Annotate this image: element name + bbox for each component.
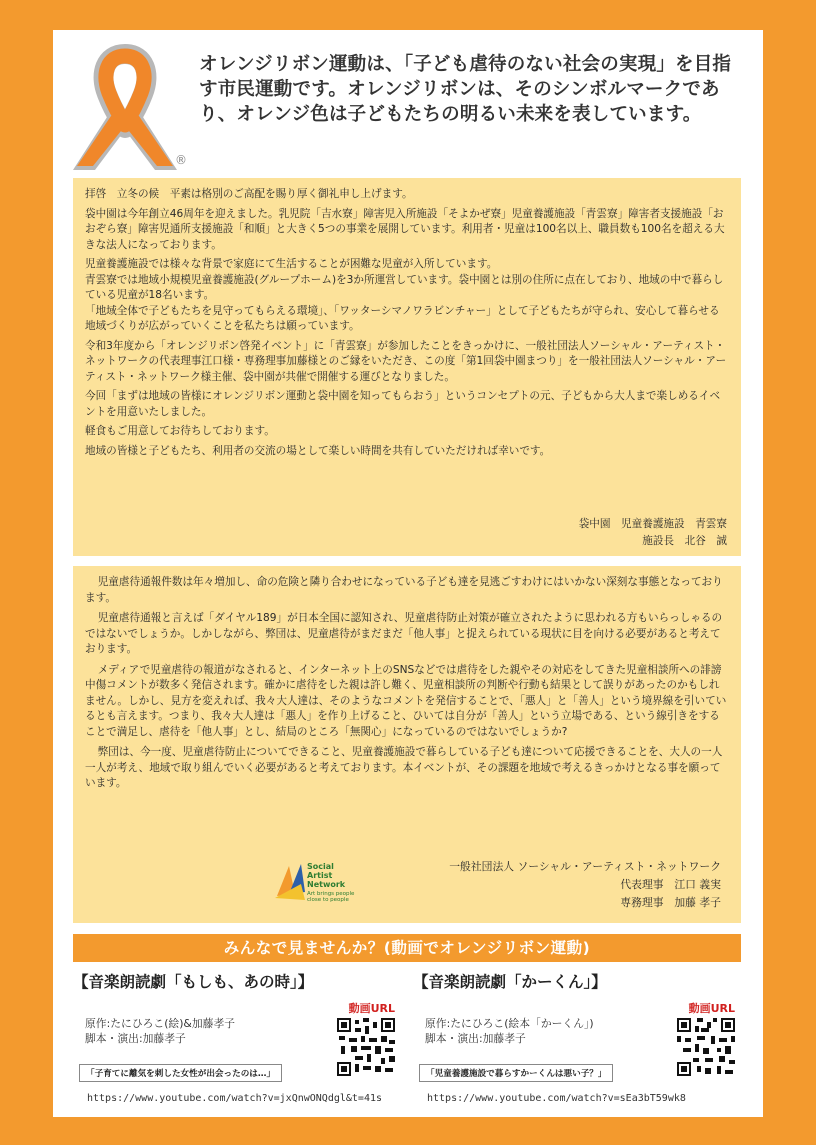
greeting-paragraph: 令和3年度から「オレンジリボン啓発イベント」に「青雲寮」が参加したことをきっかけに、一般社団法人ソーシャル・アーティスト・ネットワークの代表理事江口様・専務理事加藤様とのご縁をいただき、この度「第1回袋中園まつり」を一般社団法人ソーシャル・アーティスト・ネットワーク様主催、袋中園が共催で開催する運びとなりました。: [85, 339, 727, 383]
credit-line: 原作:たにひろこ(絵)&加藤孝子: [85, 1017, 236, 1030]
logo-line: Social: [307, 862, 334, 871]
credit-line: 脚本・演出:加藤孝子: [425, 1032, 526, 1045]
video-credits: [425, 1016, 594, 1046]
signature-rep: 代表理事 江口 義実: [620, 878, 721, 891]
video-url-label: 動画URL: [688, 1002, 735, 1015]
logo-line: Network: [307, 880, 346, 889]
greeting-paragraph: 今回「まずは地域の皆様にオレンジリボン運動と袋中園を知ってもらおう」というコンセプトの元、子どもから大人まで楽しめるイベントを用意いたしました。: [85, 390, 721, 418]
social-artist-network-logo: [271, 856, 381, 904]
video-banner: みんなで見ませんか？(動画でオレンジリボン運動): [73, 934, 741, 962]
greeting-signature: [579, 516, 727, 550]
logo-tagline: Art brings people: [307, 891, 355, 897]
video-credits: [85, 1016, 235, 1046]
qr-code-icon[interactable]: [677, 1018, 735, 1076]
greeting-box: [73, 178, 741, 556]
message-paragraph: 児童虐待通報件数は年々増加し、命の危険と隣り合わせになっている子ども達を見逃ごすわけにはいかない深刻な事態となっております。: [85, 576, 723, 604]
signature-org: 一般社団法人 ソーシャル・アーティスト・ネットワーク: [449, 860, 721, 873]
video-url-link[interactable]: https://www.youtube.com/watch?v=jxQnwONQdgl&t=41s: [87, 1093, 383, 1104]
signature-name: 施設長 北谷 誠: [642, 535, 727, 547]
logo-tagline: close to people: [307, 897, 349, 903]
orange-ribbon-icon: [61, 44, 189, 176]
greeting-paragraph: 児童養護施設では様々な背景で家庭にて生活することが困難な児童が入所しています。 青雲寮では地域小規模児童養護施設(グループホーム)を3か所運営しています。袋中園とは別の住所に点在しており、地域の中で暮らしている児童が18名います。 「地域全体で子どもたちを見守ってもらえる環境」、「ワッターシマノワラビンチャー」として子どもたちが守られ、安心して暮らせる地域づくりが広がっていくことを私たちは願っています。: [85, 258, 724, 332]
logo-line: Artist: [307, 871, 333, 880]
signature-org: 袋中園 児童養護施設 青雲寮: [578, 518, 727, 530]
credit-line: 原作:たにひろこ(絵本「かーくん」): [425, 1017, 594, 1030]
flyer-page: [53, 30, 763, 1117]
video-title: 【音楽朗読劇「かーくん」】: [413, 973, 607, 991]
message-box: [73, 566, 741, 923]
message-signature: [449, 858, 721, 912]
video-card-kakun: [413, 970, 743, 1110]
video-title: 【音楽朗読劇「もしも、あの時」】: [73, 973, 314, 991]
credit-line: 脚本・演出:加藤孝子: [85, 1032, 186, 1045]
video-tagline: 「子育てに離気を刺した女性が出会ったのは…」: [79, 1064, 282, 1082]
greeting-paragraph: 拝啓 立冬の候 平素は格別のご高配を賜り厚く御礼申し上げます。: [85, 188, 413, 200]
video-url-label: 動画URL: [348, 1002, 395, 1015]
signature-exec: 専務理事 加藤 孝子: [620, 896, 721, 909]
headline: オレンジリボン運動は、「子ども虐待のない社会の実現」を目指す市民運動です。オレンジリボンは、そのシンボルマークであり、オレンジ色は子どもたちの明るい未来を表しています。: [199, 54, 732, 125]
video-url-link[interactable]: https://www.youtube.com/watch?v=sEa3bT59wk8: [427, 1093, 686, 1104]
message-paragraph: 弊団は、今一度、児童虐待防止についてできること、児童養護施設で暮らしている子ども達について応援できることを、大人の一人一人が考え、地域で取り組んでいく必要があると考えております。本イベントが、その課題を地域で考えるきっかけとなる事を願っています。: [85, 746, 723, 789]
greeting-paragraph: 軽食もご用意してお待ちしております。: [85, 425, 275, 437]
registered-mark: ®: [175, 153, 187, 167]
greeting-paragraph: 地域の皆様と子どもたち、利用者の交流の場として楽しい時間を共有していただければ幸いです。: [85, 444, 551, 457]
video-tagline: 「児童養護施設で暮らすかーくんは悪い子？」: [419, 1064, 613, 1082]
message-paragraph: メディアで児童虐待の報道がなされると、インターネット上のSNSなどでは虐待をした親やその対応をしてきた児童相談所への誹謗中傷コメントが数多く発信されます。確かに虐待をした親は許し難く、児童相談所の判断や行動も結果として誤りがあったのかもしれません。しかし、見方を変えれば、我々大人達は、そのようなコメントを発信することで、「悪人」と「善人」という境界線を引いているとも言えます。つまり、我々大人達は「悪人」を作り上げること、ひいては自分が「善人」という立場である、という線引きをすることで満足し、虐待を「他人事」とし、結局のところ「無関心」になっているのではないでしょうか?: [85, 663, 727, 738]
qr-code-icon[interactable]: [337, 1018, 395, 1076]
message-paragraph: 児童虐待通報と言えば「ダイヤル189」が日本全国に認知され、児童虐待防止対策が確立されたように思われる方もいらっしゃるのではないでしょうか。しかしながら、弊団は、児童虐待がまだまだ「他人事」と捉えられている現状に目を向ける必要があると考えております。: [85, 612, 723, 655]
video-card-moshimo: [73, 970, 403, 1110]
greeting-paragraph: 袋中園は今年創立46周年を迎えました。乳児院「吉水寮」障害児入所施設「そよかぜ寮」児童養護施設「青雲寮」障害者支援施設「おおぞら寮」障害児通所支援施設「和順」と大きく5つの事業を展開しています。利用者・児童は100名以上、職員数も100名を超える大きな法人になっております。: [85, 207, 725, 251]
